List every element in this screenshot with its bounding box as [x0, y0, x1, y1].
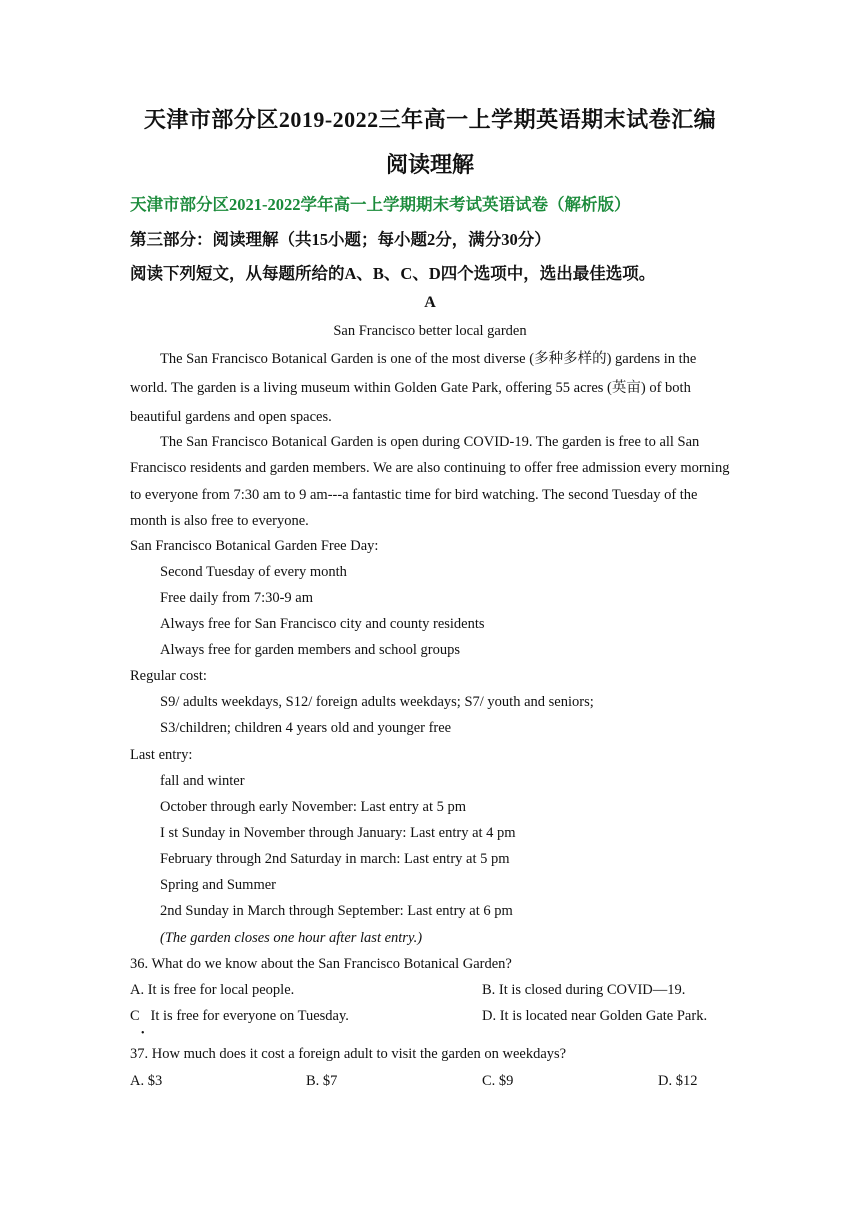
free-day-heading: San Francisco Botanical Garden Free Day: [130, 538, 379, 554]
list-item: Always free for San Francisco city and county residents [160, 616, 485, 632]
question-37-stem: 37. How much does it cost a foreign adult to visit the garden on weekdays? [130, 1046, 567, 1062]
exam-source-heading: 天津市部分区2021-2022学年高一上学期期末考试英语试卷（解析版） [130, 195, 631, 214]
list-item: S9/ adults weekdays, S12/ foreign adults weekdays; S7/ youth and seniors; [160, 694, 594, 710]
stray-dot-mark: • [141, 1028, 145, 1039]
question-37-option-a: A. $3 [130, 1073, 163, 1089]
passage-title: San Francisco better local garden [333, 323, 527, 339]
part-heading: 第三部分：阅读理解（共15小题；每小题2分，满分30分） [130, 230, 551, 249]
entry-heading: Last entry: [130, 747, 193, 763]
paragraph-2 [130, 429, 730, 534]
document-title: 天津市部分区2019-2022三年高一上学期英语期末试卷汇编 [143, 107, 717, 132]
list-item: Always free for garden members and school groups [160, 642, 460, 658]
closing-note: (The garden closes one hour after last entry.) [160, 930, 423, 946]
question-36-option-b: B. It is closed during COVID—19. [482, 982, 686, 998]
list-item: February through 2nd Saturday in march: Last entry at 5 pm [160, 851, 510, 867]
paragraph-1 [130, 345, 730, 432]
question-36-stem: 36. What do we know about the San Francisco Botanical Garden? [130, 956, 512, 972]
question-36-option-d: D. It is located near Golden Gate Park. [482, 1008, 708, 1024]
question-36-option-a: A. It is free for local people. [130, 982, 295, 998]
list-item: Second Tuesday of every month [160, 564, 347, 580]
question-37-option-b: B. $7 [306, 1073, 338, 1089]
paragraph-2-text: The San Francisco Botanical Garden is open during COVID-19. The garden is free to all San Francisco residents and garden members. We are also continuing to offer free admission every morning to everyone from 7:30 am to 9 am---a fantastic time for bird watching. The second Tuesday of the month is also free to everyone. [130, 434, 730, 529]
list-item: Free daily from 7:30-9 am [160, 590, 314, 606]
list-item: October through early November: Last entry at 5 pm [160, 799, 467, 815]
document-subtitle: 阅读理解 [385, 152, 474, 177]
question-37-option-d: D. $12 [658, 1073, 698, 1089]
list-item: Spring and Summer [160, 877, 276, 893]
list-item: I st Sunday in November through January: Last entry at 4 pm [160, 825, 516, 841]
question-37-option-c: C. $9 [482, 1073, 514, 1089]
question-36-option-c: C It is free for everyone on Tuesday. [130, 1008, 349, 1024]
passage-letter: A [424, 294, 436, 311]
list-item: fall and winter [160, 773, 245, 789]
instruction-text: 阅读下列短文，从每题所给的A、B、C、D四个选项中，选出最佳选项。 [130, 264, 656, 283]
cost-heading: Regular cost: [130, 668, 207, 684]
list-item: S3/children; children 4 years old and younger free [160, 720, 452, 736]
paragraph-1-text: The San Francisco Botanical Garden is one of the most diverse (多种多样的) gardens in the world. The garden is a living museum within Golden Gate Park, offering 55 acres (英亩) of both beautiful gardens and open spaces. [130, 351, 697, 425]
list-item: 2nd Sunday in March through September: Last entry at 6 pm [160, 903, 513, 919]
